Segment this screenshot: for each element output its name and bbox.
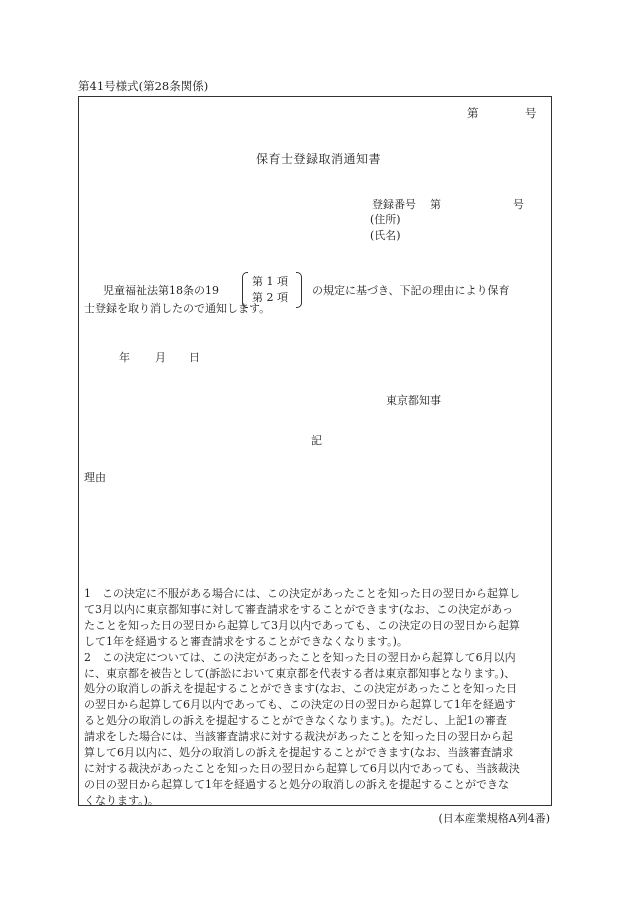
note-line: の日の翌日から起算して1年を経過すると処分の取消しの訴えを提起することができな <box>84 777 509 791</box>
date-year: 年 <box>119 351 130 364</box>
body-tail: の規定に基づき、下記の理由により保育 <box>312 284 510 297</box>
note-line: 1 この決定に不服がある場合には、この決定があったことを知った日の翌日から起算し <box>84 587 520 600</box>
number-prefix: 第 <box>467 106 479 120</box>
registration-prefix: 第 <box>430 198 441 211</box>
body-lead: 児童福祉法第18条の19 <box>103 284 219 297</box>
note-2 <box>84 650 550 809</box>
note-line: ると処分の取消しの訴えを提起することができなくなります。)。ただし、上記1の審査 <box>84 714 507 728</box>
document-title: 保育士登録取消通知書 <box>256 152 382 166</box>
body-line-2: 士登録を取り消したので通知します。 <box>84 302 271 315</box>
note-line: 請求をした場合には、当該審査請求に対する裁決があったことを知った日の翌日から起 <box>84 730 513 744</box>
note-line: 処分の取消しの訴えを提起することができます(なお、この決定があったことを知った日 <box>84 682 518 696</box>
name-label: (氏名) <box>370 229 401 242</box>
right-bracket <box>296 272 302 308</box>
date-day: 日 <box>189 351 200 364</box>
note-line: に、東京都を被告として(訴訟において東京都を代表する者は東京都知事となります。)、 <box>84 666 516 680</box>
paper-size-footer: (日本産業規格A列4番) <box>438 812 550 825</box>
registration-label: 登録番号 <box>372 198 416 211</box>
note-line: くなります。)。 <box>84 793 159 807</box>
notes-section <box>84 586 550 809</box>
number-suffix: 号 <box>525 106 537 120</box>
form-label: 第41号様式(第28条関係) <box>78 79 209 93</box>
note-line: たことを知った日の翌日から起算して3月以内であっても、この決定の日の翌日から起算 <box>84 618 520 632</box>
clause-option-2: 第 2 項 <box>252 291 288 304</box>
note-line: の翌日から起算して6月以内であっても、この決定の日の翌日から起算して1年を経過す <box>84 698 516 712</box>
note-line: 2 この決定については、この決定があったことを知った日の翌日から起算して6月以内 <box>84 650 516 664</box>
note-1 <box>84 586 550 650</box>
address-label: (住所) <box>370 213 401 226</box>
issuer: 東京都知事 <box>386 394 441 407</box>
clause-option-1: 第 1 項 <box>252 275 288 288</box>
note-line: に対する裁決があったことを知った日の翌日から起算して6月以内であっても、当該裁決 <box>84 761 520 775</box>
note-line: して1年を経過すると審査請求をすることができなくなります。)。 <box>84 634 408 648</box>
note-line: て3月以内に東京都知事に対して審査請求をすることができます(なお、この決定があっ <box>84 602 514 616</box>
registration-suffix: 号 <box>513 198 524 211</box>
ki-mark: 記 <box>311 434 322 447</box>
reason-label: 理由 <box>84 471 106 484</box>
note-line: 算して6月以内に、処分の取消しの訴えを提起することができます(なお、当該審査請求 <box>84 746 514 760</box>
date-month: 月 <box>155 351 166 364</box>
